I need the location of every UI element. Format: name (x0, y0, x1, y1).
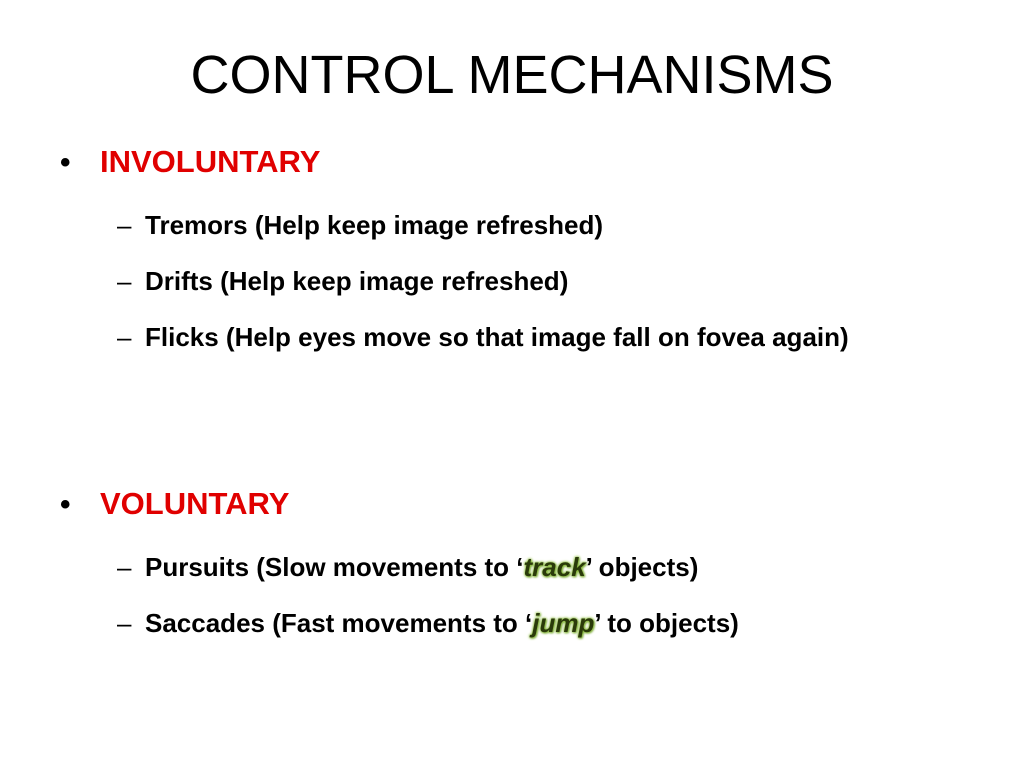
text-after: ’ to objects) (594, 608, 739, 638)
text-after: ’ objects) (585, 552, 699, 582)
dash-icon: – (117, 322, 132, 352)
bullet-dot-icon: • (60, 488, 71, 521)
bullet-dot-icon: • (60, 146, 71, 179)
slide-title: CONTROL MECHANISMS (190, 45, 834, 105)
emphasis-jump: jump (532, 608, 595, 638)
text-before: Saccades (Fast movements to ‘ (145, 608, 533, 638)
dash-icon: – (117, 608, 132, 638)
sub-item-pursuits (117, 544, 977, 590)
sub-item-flicks (117, 314, 967, 360)
sub-item-drifts (117, 258, 977, 304)
sub-item-text (145, 600, 977, 646)
sub-item-tremors (117, 202, 977, 248)
sub-item-text: Flicks (Help eyes move so that image fall on fovea again) (145, 322, 849, 352)
emphasis-track: track (523, 552, 586, 582)
sub-item-saccades (117, 600, 977, 646)
bullet-involuntary (60, 142, 320, 183)
dash-icon: – (117, 266, 132, 296)
text-before: Pursuits (Slow movements to ‘ (145, 552, 524, 582)
section-heading-voluntary: VOLUNTARY (100, 486, 290, 521)
sub-item-text: Drifts (Help keep image refreshed) (145, 266, 569, 296)
bullet-voluntary (60, 484, 289, 525)
section-heading-involuntary: INVOLUNTARY (100, 144, 321, 179)
sub-item-text: Tremors (Help keep image refreshed) (145, 210, 604, 240)
sub-item-text (145, 544, 977, 590)
dash-icon: – (117, 210, 132, 240)
dash-icon: – (117, 552, 132, 582)
